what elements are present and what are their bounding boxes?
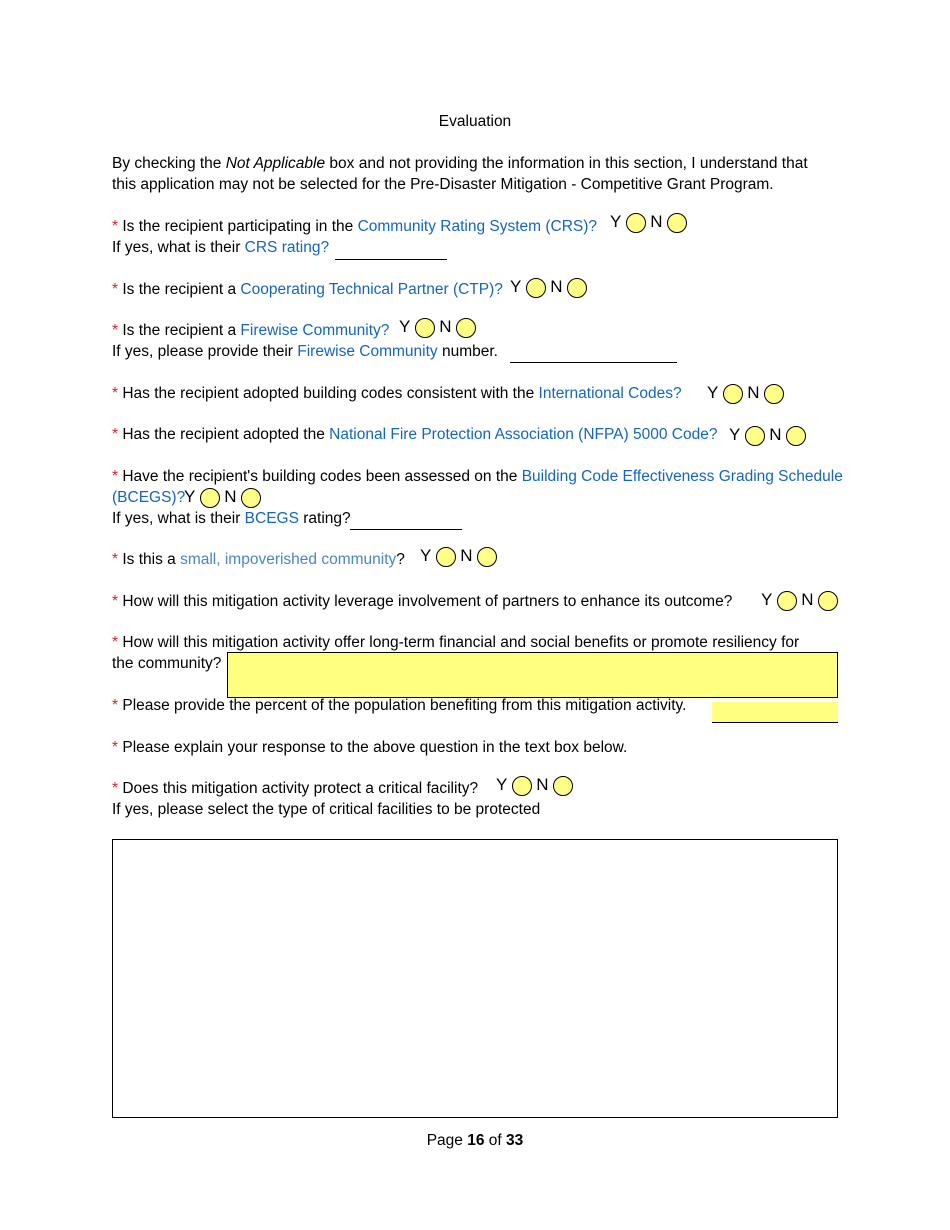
small-community-yes-radio[interactable] bbox=[436, 547, 456, 567]
bcegs-link-abbr[interactable]: (BCEGS)? bbox=[112, 489, 186, 506]
bcegs-rating-question bbox=[112, 508, 351, 529]
firewise-link[interactable]: Firewise Community? bbox=[240, 322, 390, 339]
yes-label: Y bbox=[761, 590, 773, 609]
page-word: Page bbox=[426, 1132, 468, 1149]
required-asterisk: * bbox=[112, 468, 119, 485]
small-community-no-radio[interactable] bbox=[477, 547, 497, 567]
crs-rating-field[interactable] bbox=[335, 240, 447, 260]
required-asterisk: * bbox=[112, 634, 119, 651]
question-benefits-text: How will this mitigation activity offer long-term financial and social benefits or promote resiliency for bbox=[122, 634, 800, 651]
question-crs-text: Is the recipient participating in the bbox=[122, 218, 358, 235]
partners-no-radio[interactable] bbox=[818, 591, 838, 611]
question-critical-facility-text: Does this mitigation activity protect a critical facility? bbox=[122, 780, 479, 797]
yes-label: Y bbox=[729, 425, 741, 444]
international-codes-link[interactable]: International Codes? bbox=[538, 385, 682, 402]
question-international-codes bbox=[112, 383, 682, 404]
international-codes-no-radio[interactable] bbox=[764, 384, 784, 404]
bcegs-line2 bbox=[112, 487, 185, 508]
ctp-link[interactable]: Cooperating Technical Partner (CTP)? bbox=[240, 281, 503, 298]
intro-post: box and not providing the information in this section, I understand that this application may not be selected for the Pre-Disaster Mitigation - Competitive Grant Program. bbox=[112, 155, 808, 193]
yes-label: Y bbox=[707, 383, 719, 402]
question-partners-text: How will this mitigation activity leverage involvement of partners to enhance its outcome? bbox=[122, 593, 733, 610]
required-asterisk: * bbox=[112, 593, 119, 610]
crs-rating-text: If yes, what is their bbox=[112, 239, 245, 256]
question-nfpa-text: Has the recipient adopted the bbox=[122, 426, 330, 443]
question-ctp-text: Is the recipient a bbox=[122, 281, 241, 298]
question-ctp bbox=[112, 279, 503, 300]
critical-facility-yes-no bbox=[496, 775, 573, 796]
bcegs-rating-link[interactable]: BCEGS bbox=[244, 510, 299, 527]
required-asterisk: * bbox=[112, 780, 119, 797]
question-partners bbox=[112, 591, 732, 612]
required-asterisk: * bbox=[112, 385, 119, 402]
no-label: N bbox=[747, 383, 760, 402]
firewise-yes-radio[interactable] bbox=[415, 318, 435, 338]
bcegs-rating-post: rating? bbox=[298, 510, 351, 527]
page-title: Evaluation bbox=[438, 113, 512, 130]
no-label: N bbox=[224, 487, 237, 506]
firewise-number-question bbox=[112, 341, 498, 362]
partners-yes-no bbox=[761, 590, 838, 611]
nfpa-yes-no bbox=[729, 425, 806, 446]
firewise-number-text: If yes, please provide their bbox=[112, 343, 298, 360]
nfpa-yes-radio[interactable] bbox=[745, 426, 765, 446]
no-label: N bbox=[550, 277, 563, 296]
question-benefits bbox=[112, 632, 799, 653]
question-crs bbox=[112, 216, 597, 237]
firewise-number-link[interactable]: Firewise Community bbox=[297, 343, 438, 360]
critical-facility-yes-radio[interactable] bbox=[512, 776, 532, 796]
crs-no-radio[interactable] bbox=[667, 213, 687, 233]
yes-label: Y bbox=[420, 546, 432, 565]
firewise-no-radio[interactable] bbox=[456, 318, 476, 338]
question-critical-facility bbox=[112, 778, 478, 799]
required-asterisk: * bbox=[112, 281, 119, 298]
nfpa-link[interactable]: National Fire Protection Association (NFPA) 5000 Code? bbox=[329, 426, 718, 443]
firewise-yes-no bbox=[399, 317, 476, 338]
yes-label: Y bbox=[184, 487, 196, 506]
required-asterisk: * bbox=[112, 218, 119, 235]
bcegs-rating-text: If yes, what is their bbox=[112, 510, 245, 527]
total-page-number: 33 bbox=[506, 1132, 524, 1149]
question-firewise bbox=[112, 320, 389, 341]
required-asterisk: * bbox=[112, 426, 119, 443]
question-bcegs bbox=[112, 466, 843, 487]
critical-facility-text-box[interactable] bbox=[112, 839, 838, 1118]
no-label: N bbox=[536, 775, 549, 794]
partners-yes-radio[interactable] bbox=[777, 591, 797, 611]
question-small-community-post: ? bbox=[396, 551, 405, 568]
question-bcegs-text: Have the recipient's building codes been assessed on the bbox=[122, 468, 522, 485]
crs-yes-radio[interactable] bbox=[626, 213, 646, 233]
question-small-community-text: Is this a bbox=[122, 551, 181, 568]
crs-link[interactable]: Community Rating System (CRS)? bbox=[357, 218, 598, 235]
no-label: N bbox=[801, 590, 814, 609]
question-explain-text: Please explain your response to the above question in the text box below. bbox=[122, 739, 628, 756]
bcegs-no-radio[interactable] bbox=[241, 488, 261, 508]
current-page-number: 16 bbox=[467, 1132, 485, 1149]
no-label: N bbox=[769, 425, 782, 444]
question-benefits-line2: the community? bbox=[112, 655, 222, 672]
nfpa-no-radio[interactable] bbox=[786, 426, 806, 446]
required-asterisk: * bbox=[112, 739, 119, 756]
page-footer bbox=[0, 1132, 950, 1150]
bcegs-rating-field[interactable] bbox=[350, 510, 462, 530]
required-asterisk: * bbox=[112, 551, 119, 568]
bcegs-yes-no bbox=[184, 487, 261, 508]
small-community-link[interactable]: small, impoverished community bbox=[180, 551, 397, 568]
required-asterisk: * bbox=[112, 697, 119, 714]
firewise-number-post: number. bbox=[437, 343, 498, 360]
no-label: N bbox=[460, 546, 473, 565]
benefits-text-field[interactable] bbox=[227, 652, 838, 698]
yes-label: Y bbox=[399, 317, 411, 336]
ctp-yes-radio[interactable] bbox=[526, 278, 546, 298]
no-label: N bbox=[650, 212, 663, 231]
international-codes-yes-radio[interactable] bbox=[723, 384, 743, 404]
yes-label: Y bbox=[496, 775, 508, 794]
bcegs-yes-radio[interactable] bbox=[200, 488, 220, 508]
question-percent-population bbox=[112, 695, 686, 716]
question-nfpa bbox=[112, 424, 717, 445]
small-community-yes-no bbox=[420, 546, 497, 567]
critical-facility-no-radio[interactable] bbox=[553, 776, 573, 796]
crs-rating-link[interactable]: CRS rating? bbox=[244, 239, 330, 256]
question-international-codes-text: Has the recipient adopted building codes consistent with the bbox=[122, 385, 539, 402]
no-label: N bbox=[439, 317, 452, 336]
intro-emphasis: Not Applicable bbox=[225, 155, 326, 172]
percent-population-field[interactable] bbox=[712, 702, 838, 723]
intro-pre: By checking the bbox=[112, 155, 226, 172]
ctp-no-radio[interactable] bbox=[567, 278, 587, 298]
bcegs-link[interactable]: Building Code Effectiveness Grading Schedule bbox=[521, 468, 843, 485]
question-firewise-text: Is the recipient a bbox=[122, 322, 241, 339]
of-word: of bbox=[484, 1132, 507, 1149]
firewise-number-field[interactable] bbox=[510, 343, 677, 363]
required-asterisk: * bbox=[112, 322, 119, 339]
critical-facility-type-question: If yes, please select the type of critical facilities to be protected bbox=[112, 801, 541, 818]
question-percent-population-text: Please provide the percent of the population benefiting from this mitigation activity. bbox=[122, 697, 687, 714]
intro-paragraph bbox=[112, 153, 832, 195]
crs-yes-no bbox=[610, 212, 687, 233]
question-small-community bbox=[112, 549, 405, 570]
question-explain bbox=[112, 737, 627, 758]
yes-label: Y bbox=[610, 212, 622, 231]
crs-rating-question bbox=[112, 237, 329, 258]
international-codes-yes-no bbox=[707, 383, 784, 404]
yes-label: Y bbox=[510, 277, 522, 296]
ctp-yes-no bbox=[510, 277, 587, 298]
